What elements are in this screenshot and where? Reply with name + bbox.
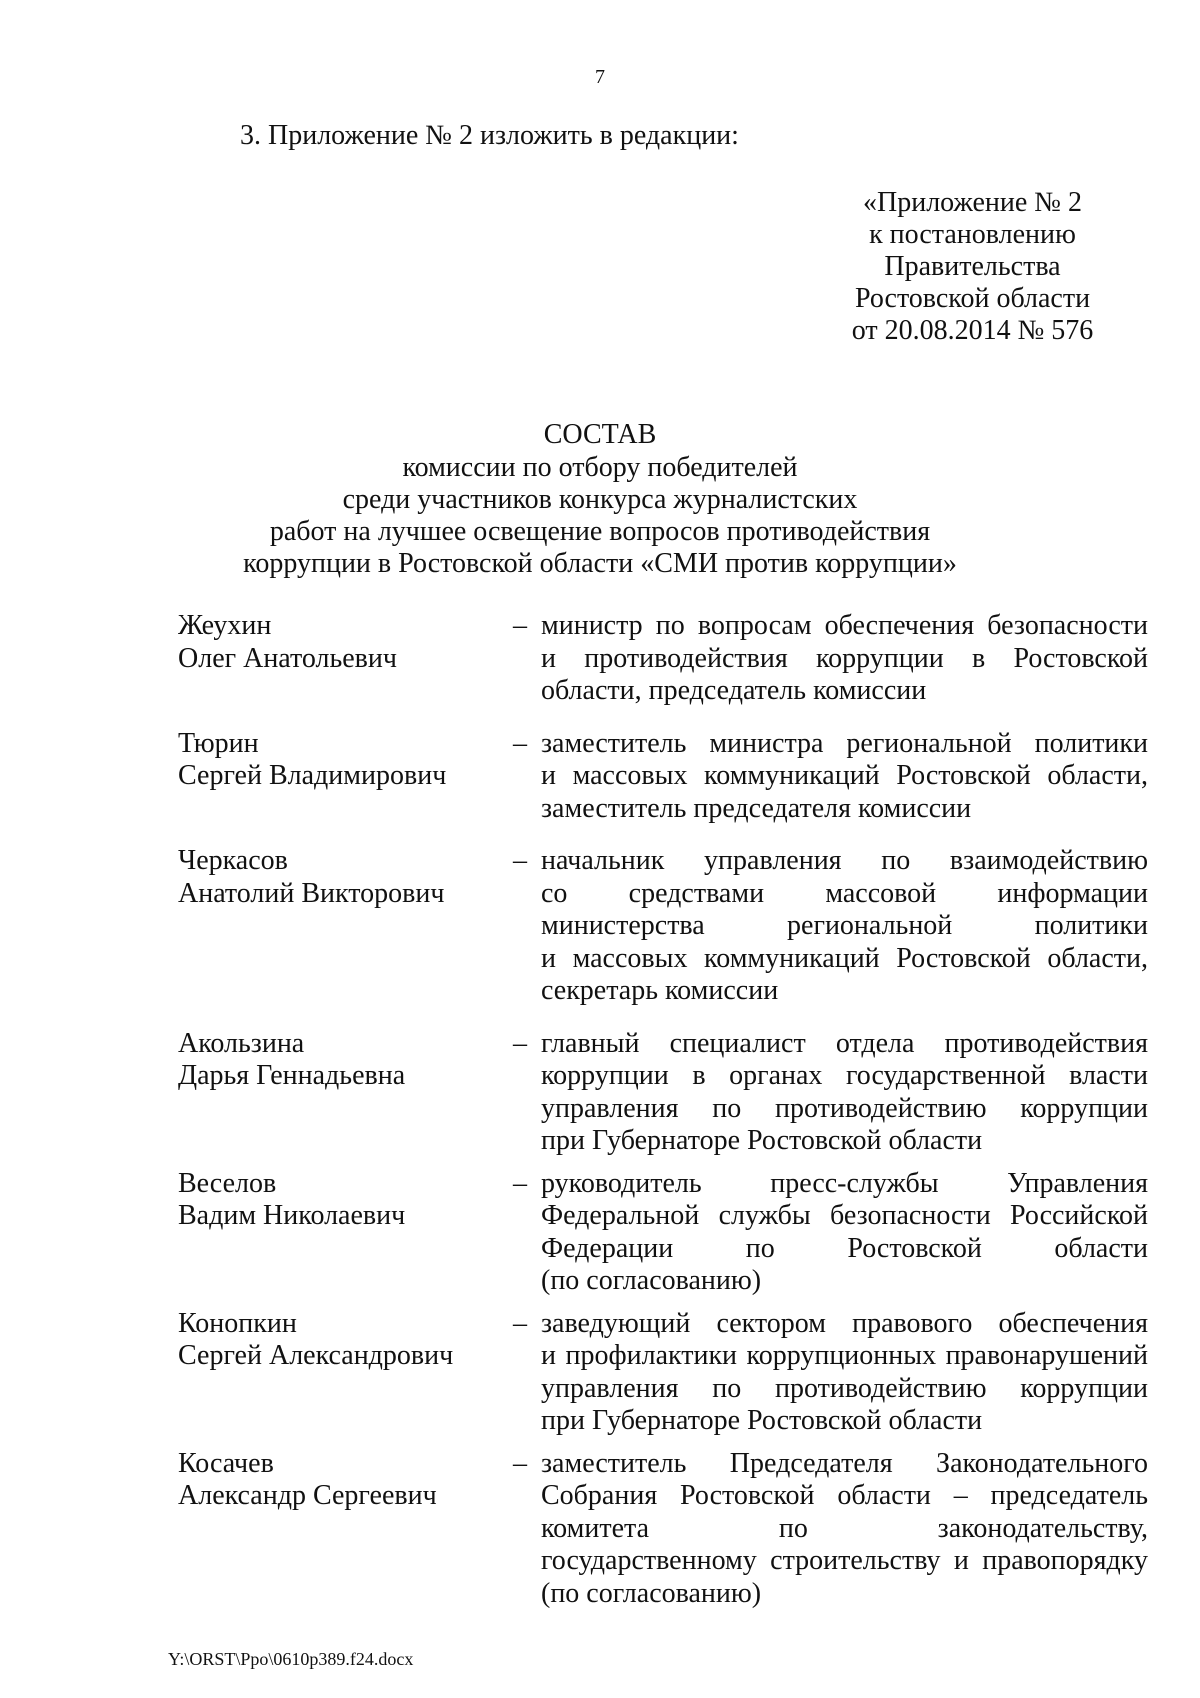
member-position-line: заместитель министра региональной политики (541, 727, 1148, 759)
member-position (541, 1028, 1148, 1158)
member-position-line: секретарь комиссии (541, 975, 779, 1006)
member-position-line: (по согласованию) (541, 1265, 762, 1296)
member-given-names: Вадим Николаевич (178, 1200, 406, 1231)
member-position-line: начальник управления по взаимодействию (541, 845, 1148, 876)
member-position-line: и массовых коммуникаций Ростовской области, (541, 760, 1148, 791)
appendix-line: от 20.08.2014 № 576 (851, 315, 1094, 346)
title-line: комиссии по отбору победителей (402, 452, 798, 483)
member-dash: – (513, 1027, 527, 1059)
member-position (541, 1448, 1148, 1611)
member-surname: Жеухин (178, 610, 272, 641)
member-position-line: и массовых коммуникаций Ростовской области, (541, 942, 1148, 974)
member-position (541, 610, 1148, 708)
member-position (541, 728, 1148, 826)
member-dash: – (513, 727, 527, 759)
member-dash: – (513, 1307, 527, 1339)
members-list (178, 610, 1148, 1610)
member-surname: Акользина (178, 1027, 305, 1059)
member-given-names: Дарья Геннадьевна (178, 1060, 406, 1091)
member-name (178, 845, 513, 910)
appendix-line: Правительства (884, 251, 1061, 282)
title-line: работ на лучшее освещение вопросов противодействия (269, 516, 931, 547)
member-position (541, 845, 1148, 1008)
member-position-line: государственному строительству и правопорядку (541, 1545, 1148, 1576)
member-position-line: Собрания Ростовской области – председатель (541, 1480, 1148, 1511)
member-position (541, 1168, 1148, 1298)
appendix-line: «Приложение № 2 (863, 187, 1082, 218)
member-position-line: коррупции в органах государственной власти (541, 1060, 1148, 1091)
member-row (178, 1028, 1148, 1158)
member-position-line: управления по противодействию коррупции (541, 1372, 1148, 1404)
member-given-names: Александр Сергеевич (178, 1480, 437, 1511)
member-position-line: Федеральной службы безопасности Российской (541, 1200, 1148, 1231)
member-dash: – (513, 1447, 527, 1479)
member-surname: Веселов (178, 1167, 277, 1199)
member-given-names: Сергей Владимирович (178, 760, 447, 791)
member-position-line: и профилактики коррупционных правонарушений (541, 1340, 1148, 1371)
member-position-line: и противодействия коррупции в Ростовской (541, 642, 1148, 674)
member-row (178, 728, 1148, 826)
member-position-line: министр по вопросам обеспечения безопасности (541, 610, 1148, 641)
appendix-line: Ростовской области (854, 283, 1091, 314)
member-position-line: при Губернаторе Ростовской области (541, 1405, 983, 1436)
member-given-names: Анатолий Викторович (178, 877, 445, 909)
member-surname: Тюрин (178, 727, 259, 759)
member-dash: – (513, 1167, 527, 1199)
member-surname: Конопкин (178, 1307, 297, 1339)
member-name (178, 610, 513, 675)
member-position-line: со средствами массовой информации (541, 877, 1148, 909)
member-row (178, 1308, 1148, 1438)
page-number: 7 (595, 66, 605, 88)
member-name (178, 1168, 513, 1233)
footer-file-path: Y:\ORST\Ppo\0610p389.f24.docx (168, 1649, 414, 1669)
member-position-line: заместитель Председателя Законодательного (541, 1447, 1148, 1479)
member-surname: Косачев (178, 1447, 274, 1479)
member-name (178, 1028, 513, 1093)
member-position-line: министерства региональной политики (541, 910, 1148, 941)
title-line: среди участников конкурса журналистских (342, 484, 858, 515)
member-name (178, 1308, 513, 1373)
member-given-names: Сергей Александрович (178, 1340, 454, 1371)
member-row (178, 610, 1148, 708)
title-line: коррупции в Ростовской области «СМИ против коррупции» (243, 548, 957, 579)
member-position-line: заместитель председателя комиссии (541, 792, 972, 824)
member-position-line: области, председатель комиссии (541, 675, 927, 706)
title-main: СОСТАВ (543, 419, 657, 450)
member-position-line: Федерации по Ростовской области (541, 1232, 1148, 1264)
member-position-line: управления по противодействию коррупции (541, 1092, 1148, 1124)
appendix-line: к постановлению (869, 219, 1076, 250)
member-given-names: Олег Анатольевич (178, 642, 397, 674)
intro-line: 3. Приложение № 2 изложить в редакции: (240, 120, 739, 151)
member-name (178, 728, 513, 793)
appendix-header (800, 187, 1145, 347)
member-position-line: (по согласованию) (541, 1577, 762, 1609)
member-position-line: при Губернаторе Ростовской области (541, 1125, 983, 1156)
member-dash: – (513, 845, 527, 876)
member-row (178, 1168, 1148, 1298)
member-position-line: комитета по законодательству, (541, 1512, 1148, 1544)
member-position (541, 1308, 1148, 1438)
member-name (178, 1448, 513, 1513)
member-dash: – (513, 610, 527, 641)
member-row (178, 845, 1148, 1008)
document-title (0, 419, 1200, 580)
member-position-line: главный специалист отдела противодействия (541, 1027, 1148, 1059)
member-row (178, 1448, 1148, 1611)
member-position-line: руководитель пресс-службы Управления (541, 1167, 1148, 1199)
member-surname: Черкасов (178, 845, 288, 876)
member-position-line: заведующий сектором правового обеспечения (541, 1307, 1148, 1339)
